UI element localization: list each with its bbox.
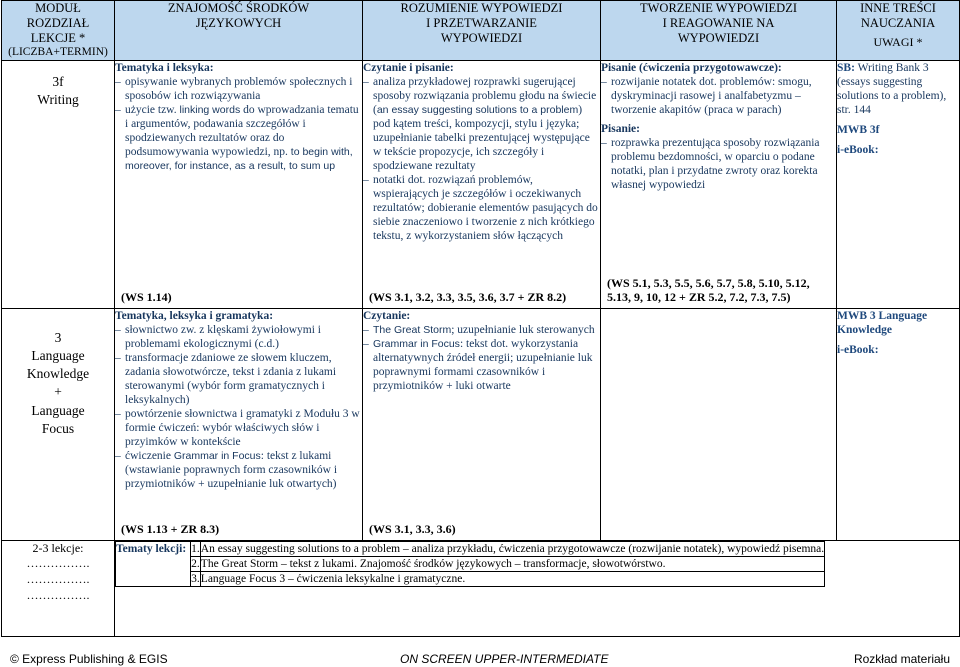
topic-number: 1.	[191, 542, 200, 555]
header-text: (LICZBA+TERMIN)	[8, 46, 108, 58]
footer-copyright: © Express Publishing & EGIS	[10, 652, 168, 666]
topic-text: An essay suggesting solutions to a problem – analiza przykładu, ćwiczenia przygotowawcze (rozwijanie notatek), wypowiedź pisemna.	[200, 542, 825, 555]
header-text: ZNAJOMOŚĆ ŚRODKÓW	[167, 1, 310, 15]
header-text: WYPOWIEDZI	[440, 31, 523, 45]
row-language-knowledge	[2, 308, 960, 540]
header-row	[2, 1, 960, 61]
reception-cell	[363, 308, 601, 540]
header-text: I PRZETWARZANIE	[426, 16, 537, 30]
list-item: – transformacje zdaniowe ze słowem kluczem, zadania słowotwórcze, tekst i zdania z lukami sterowanymi (wybór form gramatycznych i leksykalnych)	[115, 351, 362, 407]
header-production	[601, 1, 837, 61]
lesson-count-label: 2-3 lekcje:	[32, 540, 84, 555]
section-heading: Czytanie i pisanie:	[363, 61, 454, 74]
list-item: – Grammar in Focus: tekst dot. wykorzystania alternatywnych źródeł energii; uzupełnianie luk poprawnymi formami czasowników i przymiotników + luki otwarte	[363, 337, 600, 393]
lesson-name: Language	[31, 402, 85, 418]
header-text: INNE TREŚCI	[860, 1, 936, 15]
list-item: – opisywanie wybranych problemów społecznych i sposobów ich rozwiązywania	[115, 75, 362, 103]
header-module	[2, 1, 115, 61]
standards-ref: (WS 5.1, 5.3, 5.5, 5.6, 5.7, 5.8, 5.10, 5.12, 5.13, 9, 10, 12 + ZR 5.2, 7.2, 7.3, 7.5)	[607, 275, 810, 305]
header-language-means	[115, 1, 363, 61]
section-heading: Czytanie:	[363, 309, 411, 322]
standards-ref: (WS 3.1, 3.2, 3.3, 3.5, 3.6, 3.7 + ZR 8.2)	[369, 290, 567, 305]
lesson-name: Language	[31, 348, 85, 364]
header-reception	[363, 1, 601, 61]
other-content-cell	[837, 308, 960, 540]
topic-text: The Great Storm – tekst z lukami. Znajomość środków językowych – transformacje, słowotwórstwo.	[200, 556, 824, 571]
language-means-cell	[115, 60, 363, 308]
ebook-note: i-eBook:	[837, 343, 879, 356]
workbook-note: MWB 3f	[837, 123, 880, 136]
header-text: ROZDZIAŁ	[26, 16, 90, 30]
fill-in-line: …………….	[26, 587, 90, 602]
lesson-number: 3f	[52, 73, 64, 89]
header-text: JĘZYKOWYCH	[195, 16, 282, 30]
other-content-cell	[837, 60, 960, 308]
header-text: LEKCJE *	[30, 31, 86, 45]
header-text: ROZUMIENIE WYPOWIEDZI	[400, 1, 563, 15]
topic-text: Language Focus 3 – ćwiczenia leksykalne i gramatyczne.	[200, 571, 824, 586]
lesson-label	[2, 60, 115, 308]
list-item: – słownictwo zw. z klęskami żywiołowymi i problemami ekologicznymi (c.d.)	[115, 323, 362, 351]
list-item: – notatki dot. rozwiązań problemów, wspierających je szczegółów i oczekiwanych rezultatów; dobieranie elementów pasujących do siebie znaczeniowo i tworzenie z nich krótkiego tekstu, z wykorzystaniem słów łączących	[363, 173, 600, 243]
ebook-note: i-eBook:	[837, 143, 879, 156]
row-lesson-topics	[2, 540, 960, 636]
lesson-name: Focus	[41, 420, 75, 436]
workbook-note: MWB 3 Language Knowledge	[837, 309, 928, 336]
footer-doc-name: Rozkład materiału	[853, 652, 950, 666]
standards-ref: (WS 1.13 + ZR 8.3)	[121, 522, 220, 537]
lesson-number: 3	[54, 329, 62, 345]
header-text: TWORZENIE WYPOWIEDZI	[639, 1, 798, 15]
language-means-cell	[115, 308, 363, 540]
fill-in-line: …………….	[26, 571, 90, 586]
section-heading: Pisanie (ćwiczenia przygotowawcze):	[601, 61, 782, 74]
lesson-name: Knowledge	[26, 366, 90, 382]
topics-label: Tematy lekcji:	[116, 541, 191, 586]
header-text: MODUŁ	[35, 1, 81, 15]
lesson-topics-cell	[115, 540, 960, 636]
page-footer	[0, 650, 960, 667]
list-item: – rozwijanie notatek dot. problemów: smogu, dyskryminacji rasowej i analfabetyzmu – tworzenie akapitów (praca w parach)	[601, 75, 836, 117]
lesson-name: +	[54, 384, 62, 400]
header-other	[837, 1, 960, 61]
list-item: – analiza przykładowej rozprawki sugerującej sposoby rozwiązania problemu głodu na świecie (an essay suggesting solutions to a problem) pod kątem treści, kompozycji, stylu i języka; uzupełnianie tabelki prezentującej występujące w tekście propozycje, ich szczegóły i spodziewane rezultaty	[363, 75, 600, 173]
lesson-name: Writing	[37, 92, 79, 108]
section-heading: Tematyka, leksyka i gramatyka:	[115, 309, 274, 322]
header-text: NAUCZANIA	[860, 16, 936, 30]
topic-number: 3.	[191, 572, 200, 585]
list-item: – The Great Storm; uzupełnianie luk sterowanych	[363, 323, 600, 337]
list-item: – ćwiczenie Grammar in Focus: tekst z lukami (wstawianie poprawnych form czasowników i przymiotników + uzupełnianie luk otwartych)	[115, 449, 362, 491]
lesson-label	[2, 308, 115, 540]
footer-title: ON SCREEN UPPER-INTERMEDIATE	[400, 652, 609, 666]
list-item: – użycie tzw. linking words do wprowadzania tematu i argumentów, podawania szczegółów i spodziewanych rezultatów oraz do podsumowywania wypowiedzi, np. to begin with, moreover, for instance, as a result, to sum up	[115, 103, 362, 173]
section-heading: Pisanie:	[601, 122, 640, 135]
topic-number: 2.	[191, 557, 200, 570]
section-heading: Tematyka i leksyka:	[115, 61, 214, 74]
header-notes: UWAGI *	[873, 35, 923, 49]
list-item: – powtórzenie słownictwa i gramatyki z Modułu 3 w formie ćwiczeń: wybór właściwych słów i przyimków w kontekście	[115, 407, 362, 449]
lesson-count-cell	[2, 540, 115, 636]
syllabus-table	[1, 0, 960, 637]
row-writing	[2, 60, 960, 308]
standards-ref: (WS 3.1, 3.3, 3.6)	[369, 522, 456, 537]
standards-ref: (WS 1.14)	[121, 290, 172, 305]
lesson-topics	[115, 541, 825, 587]
header-text: WYPOWIEDZI	[677, 31, 760, 45]
production-cell	[601, 60, 837, 308]
reception-cell	[363, 60, 601, 308]
list-item: – rozprawka prezentująca sposoby rozwiązania problemu bezdomności, w oparciu o podane notatki, plan i przydatne zwroty oraz korekta własnej wypowiedzi	[601, 136, 836, 192]
fill-in-line: …………….	[26, 556, 90, 571]
header-text: I REAGOWANIE NA	[662, 16, 775, 30]
sb-note: SB: Writing Bank 3 (essays suggesting solutions to a problem), str. 144	[837, 61, 947, 116]
production-cell	[601, 308, 837, 540]
